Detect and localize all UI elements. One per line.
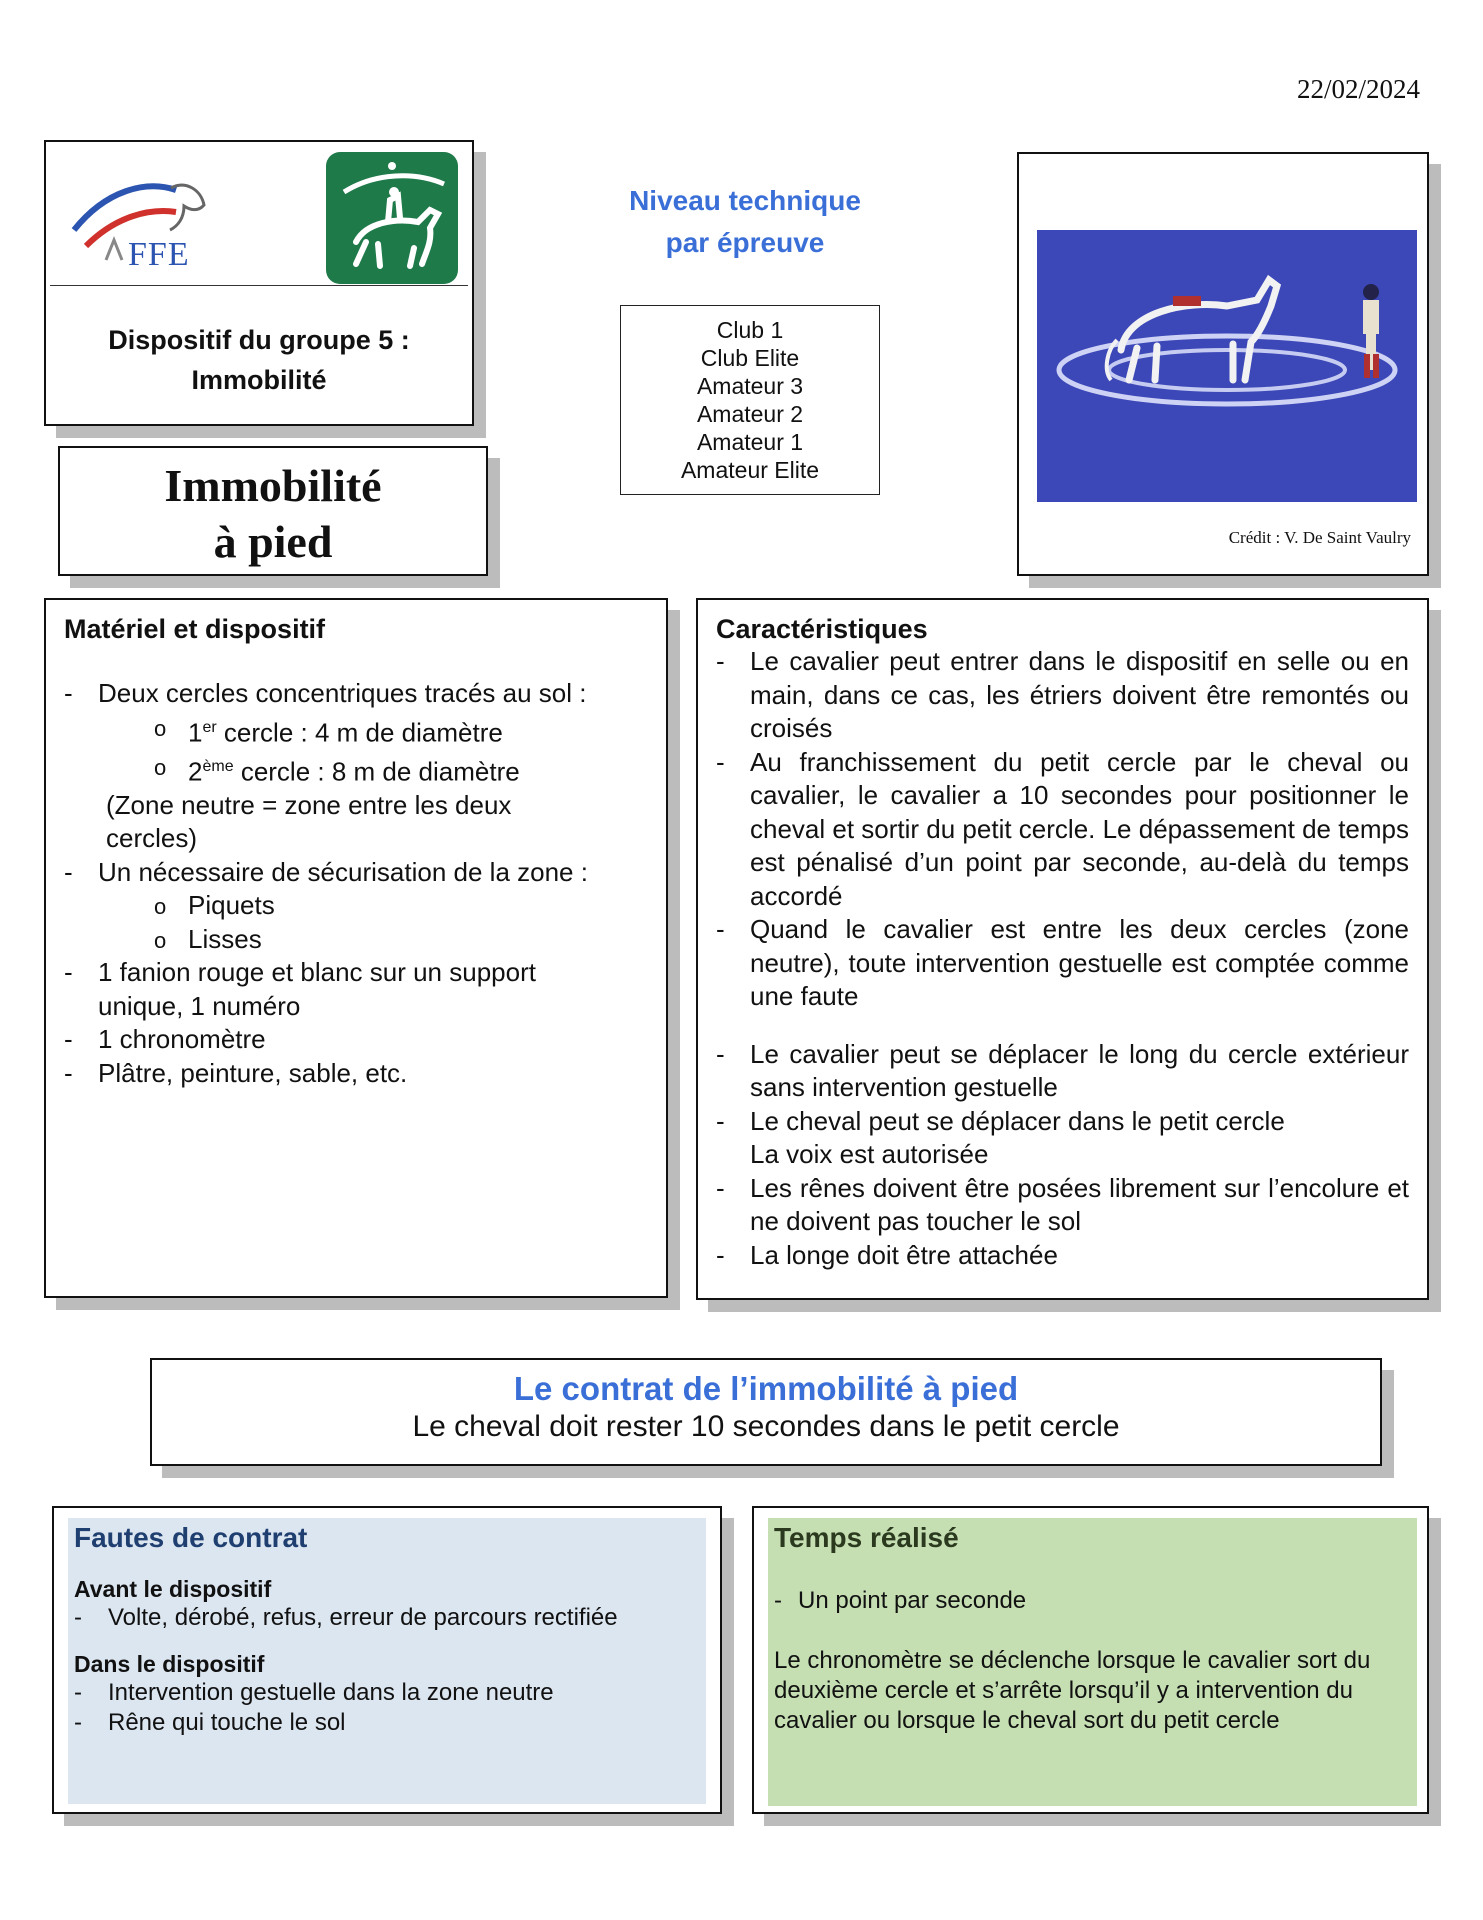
circle-item xyxy=(154,711,648,750)
caracteristiques-box xyxy=(696,598,1429,1300)
dans-title: Dans le dispositif xyxy=(74,1651,265,1677)
materiel-item: - 1 chronomètre xyxy=(64,1023,648,1057)
neutral-zone-note: (Zone neutre = zone entre les deux cercles) xyxy=(106,789,512,854)
document-date: 22/02/2024 xyxy=(1296,74,1420,104)
materiel-item-text: Un nécessaire de sécurisation de la zone : xyxy=(98,856,588,887)
caracteristiques-title: Caractéristiques xyxy=(716,614,928,644)
niveau-title-line1: Niveau technique xyxy=(629,185,861,216)
temps-list xyxy=(774,1586,1404,1616)
group-label xyxy=(46,320,472,400)
materiel-title: Matériel et dispositif xyxy=(64,614,326,644)
fautes-title: Fautes de contrat xyxy=(74,1522,308,1553)
contrat-box xyxy=(150,1358,1382,1466)
title-box xyxy=(58,446,488,576)
level-item: Amateur 2 xyxy=(696,401,804,427)
level-item: Amateur Elite xyxy=(680,457,820,483)
niveau-title-line2: par épreuve xyxy=(665,227,825,258)
avant-list xyxy=(74,1603,704,1633)
horse-painting-image xyxy=(1037,230,1417,502)
group-label-line1: Dispositif du groupe 5 : xyxy=(108,325,410,355)
logo-divider xyxy=(50,285,468,286)
fautes-content xyxy=(74,1522,704,1738)
circle-item xyxy=(154,750,648,789)
avant-title: Avant le dispositif xyxy=(74,1576,272,1602)
caracteristique-item xyxy=(716,1105,1409,1172)
security-item: o Lisses xyxy=(154,923,648,957)
illustration-box xyxy=(1017,152,1429,576)
materiel-item: - 1 fanion rouge et blanc sur un support unique, 1 numéro xyxy=(64,956,648,1023)
caracteristiques-list xyxy=(716,645,1409,1014)
circle-text: cercle : 8 m de diamètre xyxy=(233,756,520,787)
level-item: Amateur 3 xyxy=(696,373,804,399)
dans-list xyxy=(74,1678,704,1738)
ffe-logo xyxy=(66,160,216,273)
rider-horse-icon xyxy=(326,152,458,284)
fautes-box xyxy=(52,1506,722,1814)
page-title-line2: à pied xyxy=(213,516,333,567)
dans-item: - Intervention gestuelle dans la zone neutre xyxy=(74,1678,704,1708)
circle-number: 2 xyxy=(188,756,203,787)
circle-text: cercle : 4 m de diamètre xyxy=(216,717,503,748)
caracteristique-item: - Quand le cavalier est entre les deux cercles (zone neutre), toute intervention gestuelle est comptée comme une faute xyxy=(716,913,1409,1014)
temps-description: Le chronomètre se déclenche lorsque le cavalier sort du deuxième cercle et s’arrête lorsqu’il y a intervention du cavalier ou lorsque le cheval sort du petit cercle xyxy=(774,1647,1371,1734)
materiel-item-text: Deux cercles concentriques tracés au sol : xyxy=(98,678,587,708)
caracteristique-item: - La longe doit être attachée xyxy=(716,1239,1409,1273)
materiel-box xyxy=(44,598,668,1298)
temps-box xyxy=(752,1506,1429,1814)
contrat-text: Le cheval doit rester 10 secondes dans le petit cercle xyxy=(412,1410,1120,1443)
avant-item: - Volte, dérobé, refus, erreur de parcours rectifiée xyxy=(74,1603,704,1633)
circle-ordinal: er xyxy=(202,718,217,736)
caracteristique-line: - Le cheval peut se déplacer dans le petit cercle xyxy=(750,1105,1285,1136)
materiel-item xyxy=(64,677,648,856)
level-item: Club 1 xyxy=(716,317,784,343)
materiel-item: - Plâtre, peinture, sable, etc. xyxy=(64,1057,648,1091)
group-label-line2: Immobilité xyxy=(191,365,327,395)
materiel-content xyxy=(64,677,648,1090)
niveau-title xyxy=(560,180,930,264)
materiel-item xyxy=(64,856,648,957)
circle-ordinal: ème xyxy=(202,757,234,775)
caracteristique-item: - Le cavalier peut se déplacer le long du cercle extérieur sans intervention gestuelle xyxy=(716,1038,1409,1105)
ffe-logo-text: FFE xyxy=(128,236,190,273)
caracteristique-item: - Les rênes doivent être posées librement sur l’encolure et ne doivent pas toucher le sol xyxy=(716,1172,1409,1239)
temps-content xyxy=(774,1522,1404,1736)
temps-item: - Un point par seconde xyxy=(774,1586,1404,1616)
levels-list xyxy=(620,305,880,495)
contrat-title: Le contrat de l’immobilité à pied xyxy=(513,1370,1019,1407)
caracteristiques-list-2 xyxy=(716,1038,1409,1273)
page-title xyxy=(60,458,486,570)
level-item: Club Elite xyxy=(700,345,800,371)
caracteristique-item: - Au franchissement du petit cercle par le cheval ou cavalier, le cavalier a 10 secondes pour positionner le cheval et sortir du petit cercle. Le dépassement de temps est pénalisé d’un point par seconde, au-delà du temps accordé xyxy=(716,746,1409,914)
dans-item: - Rêne qui touche le sol xyxy=(74,1708,704,1738)
caracteristique-line: La voix est autorisée xyxy=(750,1139,989,1169)
circle-number: 1 xyxy=(188,717,203,748)
caracteristique-item: - Le cavalier peut entrer dans le dispositif en selle ou en main, dans ce cas, les étriers doivent être remontés ou croisés xyxy=(716,645,1409,746)
level-item: Amateur 1 xyxy=(696,429,804,455)
page-title-line1: Immobilité xyxy=(164,460,382,511)
temps-title: Temps réalisé xyxy=(774,1522,959,1553)
security-item: o Piquets xyxy=(154,889,648,923)
group-header-box xyxy=(44,140,474,426)
illustration-painting xyxy=(1037,230,1417,502)
equitation-logo xyxy=(326,152,458,284)
illustration-credit: Crédit : V. De Saint Vaulry xyxy=(1228,528,1411,547)
